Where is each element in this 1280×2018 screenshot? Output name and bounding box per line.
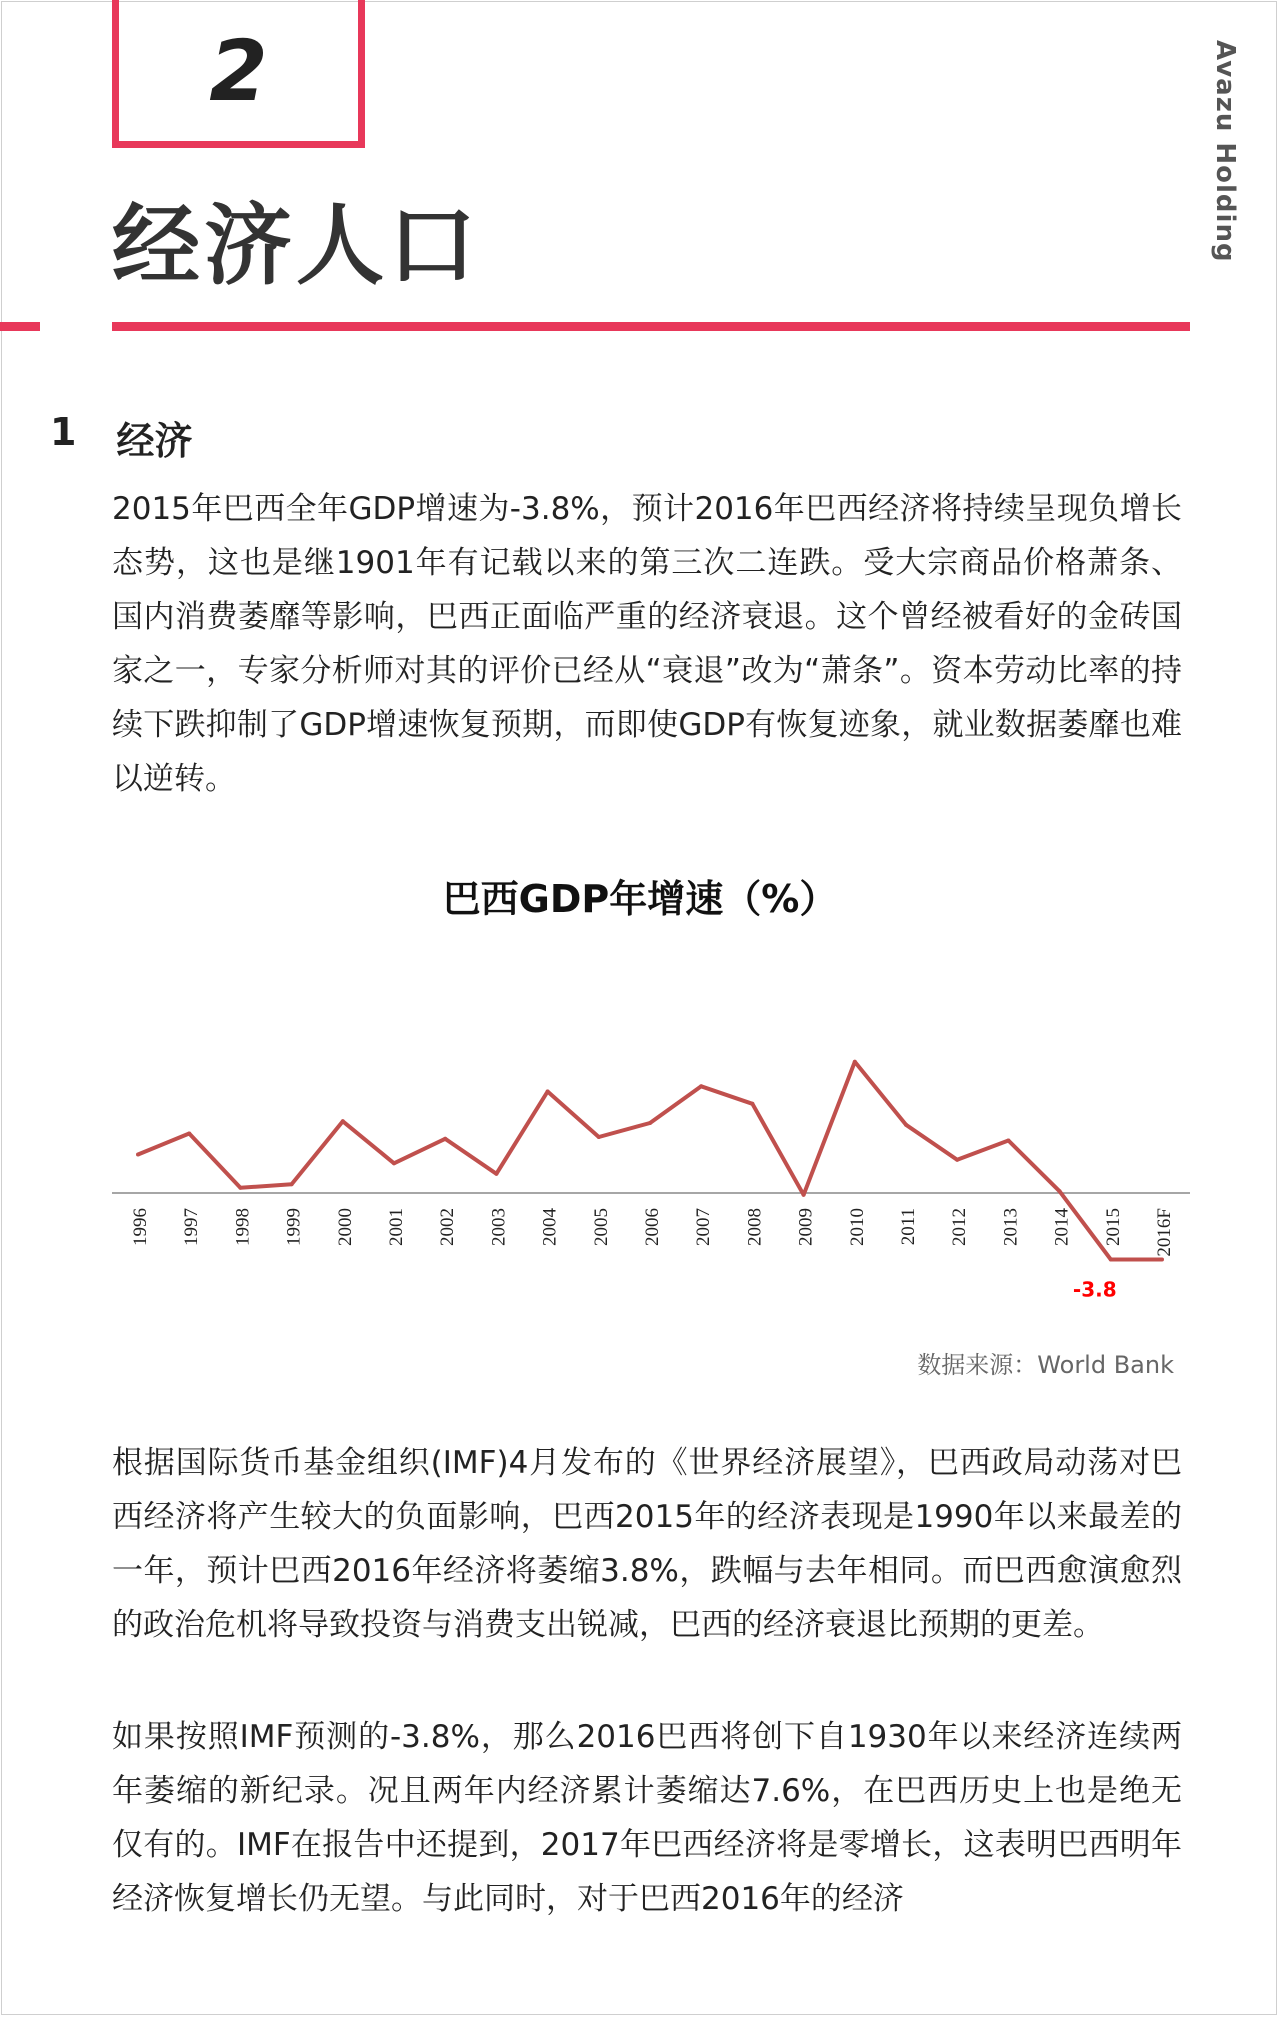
x-tick-label: 2003 — [488, 1208, 510, 1246]
x-tick-label: 2007 — [693, 1208, 715, 1246]
paragraph-1: 2015年巴西全年GDP增速为-3.8%，预计2016年巴西经济将持续呈现负增长态势，这也是继1901年有记载以来的第三次二连跌。受大宗商品价格萧条、国内消费萎靡等影响，巴西正面临严重的经济衰退。这个曾经被看好的金砖国家之一，专家分析师对其的评价已经从“衰退”改为“萧条”。资本劳动比率的持续下跌抑制了GDP增速恢复预期，而即使GDP有恢复迹象，就业数据萎靡也难以逆转。 — [112, 491, 1182, 797]
data-point-2002 — [443, 1137, 447, 1141]
x-tick-label: 2015 — [1102, 1208, 1124, 1246]
x-tick-label: 2006 — [642, 1208, 663, 1246]
x-tick-label: 2010 — [846, 1208, 868, 1246]
x-tick-label: 2000 — [334, 1208, 356, 1246]
data-point-2004 — [546, 1090, 550, 1094]
x-tick-label: 2012 — [949, 1208, 971, 1246]
data-label-2015: -3.8 — [1072, 1277, 1117, 1302]
data-point-2014 — [1058, 1189, 1062, 1193]
x-tick-label: 2011 — [898, 1208, 919, 1246]
data-point-2006 — [648, 1121, 652, 1125]
data-point-2009 — [802, 1193, 806, 1197]
chapter-number: 2 — [209, 21, 268, 120]
data-point-2012 — [955, 1158, 959, 1162]
x-tick-label: 2001 — [386, 1208, 407, 1246]
x-tick-label: 1996 — [130, 1208, 151, 1246]
x-tick-label: 2008 — [744, 1208, 766, 1246]
data-point-2010 — [853, 1060, 857, 1064]
x-tick-label: 1998 — [232, 1208, 254, 1246]
brand-name: Avazu Holding — [1210, 40, 1240, 263]
x-tick-label: 2005 — [590, 1208, 612, 1246]
data-point-2003 — [494, 1172, 498, 1176]
x-tick-label: 2004 — [539, 1208, 561, 1246]
x-tick-label: 2013 — [1000, 1208, 1022, 1246]
chart-title: 巴西GDP年增速（%） — [442, 877, 838, 921]
data-point-2011 — [904, 1123, 908, 1127]
x-tick-label: 2016F — [1154, 1208, 1175, 1257]
x-tick-label: 2002 — [437, 1208, 459, 1246]
x-tick-label: 2009 — [795, 1208, 817, 1246]
data-point-1999 — [290, 1182, 294, 1186]
data-point-2000 — [341, 1119, 345, 1123]
paragraph-2: 根据国际货币基金组织(IMF)4月发布的《世界经济展望》，巴西政局动荡对巴西经济将产生较大的负面影响，巴西2015年的经济表现是1990年以来最差的一年，预计巴西2016年经济将萎缩3.8%，跌幅与去年相同。而巴西愈演愈烈的政治危机将导致投资与消费支出锐减，巴西的经济衰退比预期的更差。 — [112, 1445, 1182, 1643]
data-point-1996 — [136, 1153, 140, 1157]
data-point-2008 — [750, 1102, 754, 1106]
data-point-2001 — [392, 1161, 396, 1165]
data-source: 数据来源：World Bank — [917, 1351, 1174, 1379]
section-title: 经济 — [116, 419, 193, 463]
data-point-2016F — [1160, 1258, 1164, 1262]
x-tick-label: 2014 — [1051, 1208, 1073, 1246]
data-point-2013 — [1006, 1139, 1010, 1143]
chapter-title: 经济人口 — [112, 194, 481, 297]
paragraph-3: 如果按照IMF预测的-3.8%，那么2016巴西将创下自1930年以来经济连续两年萎缩的新纪录。况且两年内经济累计萎缩达7.6%，在巴西历史上也是绝无仅有的。IMF在报告中还提到，2017年巴西经济将是零增长，这表明巴西明年经济恢复增长仍无望。与此同时，对于巴西2016年的经济 — [112, 1719, 1182, 1917]
data-point-1998 — [238, 1186, 242, 1190]
section-number: 1 — [50, 410, 77, 454]
data-point-2015 — [1109, 1258, 1113, 1262]
x-tick-label: 1997 — [181, 1208, 203, 1246]
x-tick-label: 1999 — [283, 1208, 305, 1246]
data-point-1997 — [187, 1132, 191, 1136]
data-point-2007 — [699, 1084, 703, 1088]
data-point-2005 — [597, 1135, 601, 1139]
